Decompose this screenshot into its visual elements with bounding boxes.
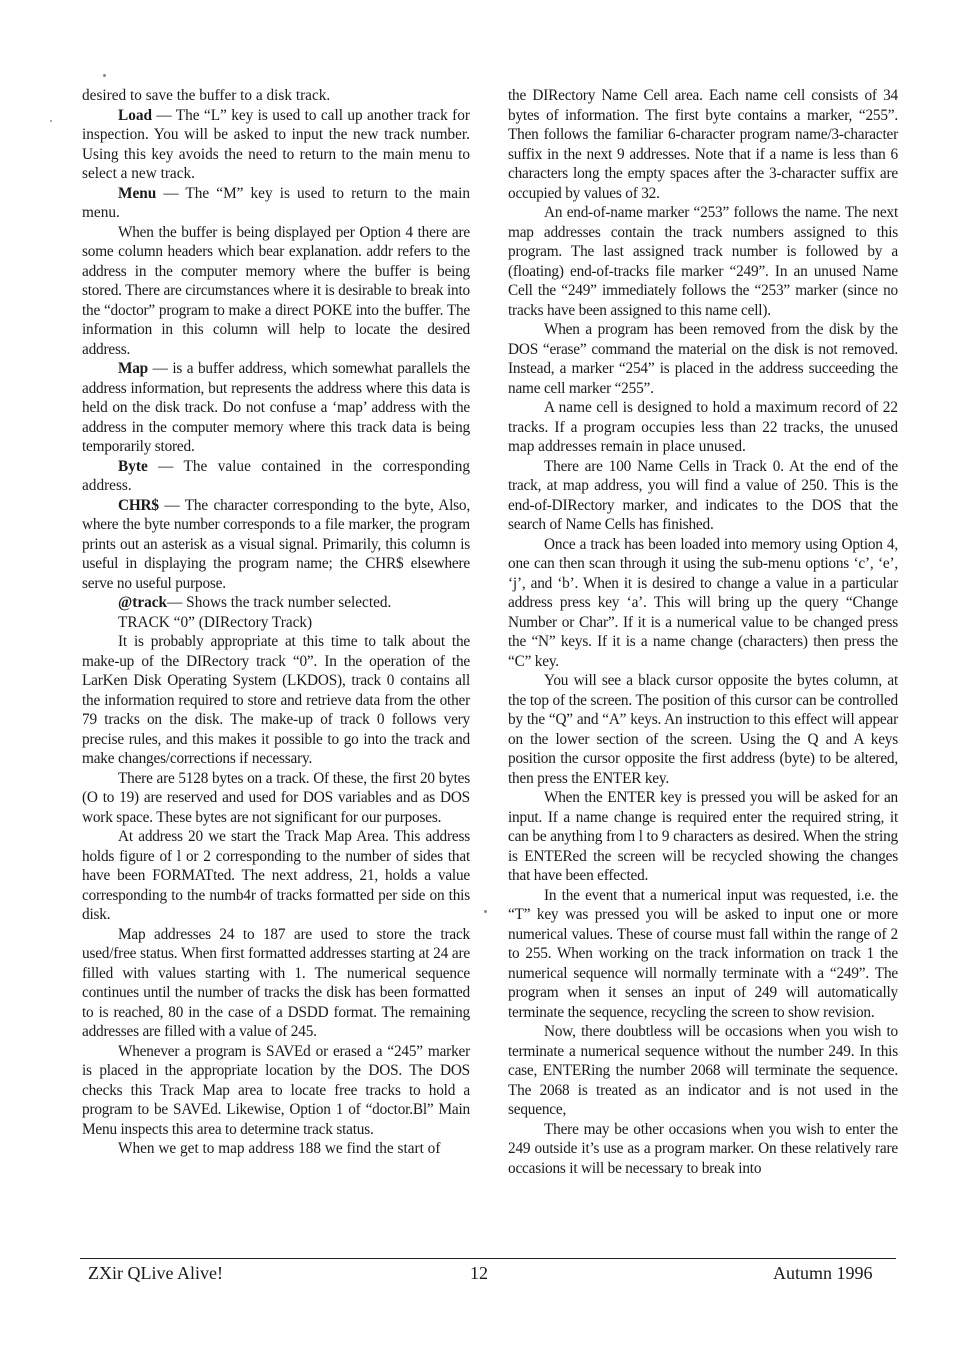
keyword: Menu	[118, 184, 157, 202]
publication-title: ZXir QLive Alive!	[88, 1263, 223, 1283]
paragraph-text: — The “L” key is used to call up another track for inspection. You will be asked to input the new track number. Using this key avoids the need to return to the main menu to select a new track.	[82, 106, 470, 182]
paragraph: Whenever a program is SAVEd or erased a “245” marker is placed in the appropriate location by the DOS. The DOS checks this Track Map area to locate free tracks to hold a program to be SAVEd. Likewise, Option 1 of “doctor.Bl” Main Menu inspects this area to determine track status.	[82, 1042, 470, 1138]
paragraph: You will see a black cursor opposite the bytes column, at the top of the screen. The position of this cursor can be controlled by the “Q” and “A” keys. An instruction to this effect will appear on the lower section of the screen. Using the Q and A keys position the cursor opposite the first address (byte) to be altered, then press the ENTER key.	[508, 672, 898, 787]
paragraph: There may be other occasions when you wish to enter the 249 outside it’s use as a program marker. On these relatively rare occasions it will be necessary to break into	[508, 1120, 898, 1177]
paragraph	[82, 457, 470, 496]
keyword: @track	[118, 594, 168, 611]
footer-rule	[80, 1258, 896, 1259]
section-heading: TRACK “0” (DIRectory Track)	[118, 613, 313, 631]
paragraph	[82, 106, 470, 184]
paragraph: It is probably appropriate at this time to talk about the make-up of the DIRectory track “0”. In the operation of the LarKen Disk Operating System (LKDOS), track 0 contains all the information required to store and retrieve data from the other 79 tracks on the disk. The make-up of track 0 follows very precise rules, and this makes it possible to go into the track and make changes/corrections if necessary.	[82, 633, 470, 767]
scan-speck	[484, 910, 487, 913]
issue-date: Autumn 1996	[773, 1263, 873, 1283]
right-column	[508, 86, 898, 1178]
paragraph	[82, 359, 470, 457]
keyword: Byte	[118, 457, 148, 475]
paragraph: When the ENTER key is pressed you will be asked for an input. If a name change is required enter the required string, it can be anything from l to 9 characters as desired. When the string is ENTERed the screen will be recycled showing the changes that have been effected.	[508, 789, 898, 884]
keyword: Load	[118, 106, 153, 124]
paragraph	[82, 184, 470, 223]
paragraph: There are 5128 bytes on a track. Of these, the first 20 bytes (O to 19) are reserved and used for DOS variables and as DOS work space. These bytes are not significant for our purposes.	[82, 769, 470, 826]
paragraph	[82, 496, 470, 594]
paragraph: At address 20 we start the Track Map Area. This address holds figure of l or 2 corresponding to the number of sides that have been FORMATted. The next address, 21, holds a value corresponding to the numb4r of tracks formatted per side on this disk.	[82, 828, 470, 923]
scan-speck	[103, 74, 106, 77]
paragraph: A name cell is designed to hold a maximum record of 22 tracks. If a program occupies less than 22 tracks, the unused map addresses remain in place unused.	[508, 399, 898, 455]
paragraph: When a program has been removed from the disk by the DOS “erase” command the material on the disk is not removed. Instead, a marker “254” is placed in the address succeeding the name cell marker “255”.	[508, 321, 898, 397]
paragraph: There are 100 Name Cells in Track 0. At the end of the track, at map address, you will find a value of 250. This is the end-of-DIRectory marker, and indicates to the DOS that the search of Name Cells has finished.	[508, 457, 898, 533]
paragraph: When the buffer is being displayed per Option 4 there are some column headers which bear explanation. addr refers to the address in the computer memory where the buffer is being stored. There are circumstances where it is desirable to break into the “doctor” program to make a direct POKE into the buffer. The information in this column will help to locate the desired address.	[82, 223, 470, 358]
paragraph: Map addresses 24 to 187 are used to store the track used/free status. When first formatted addresses starting at 24 are filled with values starting with 1. The numerical sequence continues until the number of tracks the disk has been formatted to is reached, 80 in the case of a DSDD format. The remaining addresses are filled with a value of 245.	[82, 925, 470, 1040]
paragraph: Now, there doubtless will be occasions when you wish to terminate a numerical sequence without the number 249. In this case, ENTERing the number 2068 will terminate the sequence. The 2068 is treated as an indicator and is not used in the sequence,	[508, 1023, 898, 1118]
paragraph	[82, 593, 470, 613]
paragraph-text: — is a buffer address, which somewhat parallels the address information, but represents the address where this data is held on the disk track. Do not confuse a ‘map’ address with the address in the computer memory where this track data is being temporarily stored.	[82, 360, 470, 455]
paragraph: the DIRectory Name Cell area. Each name cell consists of 34 bytes of information. The first byte contains a marker, “255”. Then follows the familiar 6-character program name/3-character suffix in the next 9 addresses. Note that if a name is less than 6 characters long the empty spaces after the 3-character suffix are occupied by values of 32.	[508, 87, 898, 202]
paragraph: An end-of-name marker “253” follows the name. The next map addresses contain the track numbers assigned to this program. The last assigned track number is followed by a (floating) end-of-tracks file marker “249”. In an unused Name Cell the “249” immediately follows the “253” marker (since no tracks have been assigned to this name cell).	[508, 204, 898, 319]
page-number: 12	[470, 1263, 488, 1283]
paragraph-text: — The “M” key is used to return to the main menu.	[82, 184, 470, 221]
paragraph: When we get to map address 188 we find the start of	[118, 1140, 441, 1157]
scan-speck	[50, 120, 52, 122]
paragraph-text: — The value contained in the corresponding address.	[82, 457, 470, 494]
paragraph: In the event that a numerical input was requested, i.e. the “T” key was pressed you will be asked to input one or more numerical values. These of course must fall within the range of 2 to 255. When working on the track information on track 1 the numerical sequence will normally terminate with a “249”. The program when it senses an input of 249 will automatically terminate the sequence, recycling the screen to show revision.	[508, 886, 898, 1021]
paragraph-text: — The character corresponding to the byte, Also, where the byte number corresponds to a file marker, the program prints out an asterisk as a visual signal. Primarily, this column is useful in displaying the program name; the CHR$ elsewhere serve no useful purpose.	[82, 496, 470, 592]
keyword: Map	[118, 360, 148, 377]
keyword: CHR$	[118, 496, 159, 514]
paragraph: Once a track has been loaded into memory using Option 4, one can then scan through it using the sub-menu options ‘c’, ‘e’, ‘j’, and ‘b’. When it is desired to change a value in a particular address press key ‘a’. This will bring up the query “Change Number or Char”. If it is a numerical value to be changed press the “N” keys. If it is a name change (characters) then press the “C” key.	[508, 535, 898, 670]
left-column	[82, 86, 470, 1159]
paragraph-text: — Shows the track number selected.	[167, 594, 392, 611]
paragraph: desired to save the buffer to a disk track.	[82, 87, 331, 104]
